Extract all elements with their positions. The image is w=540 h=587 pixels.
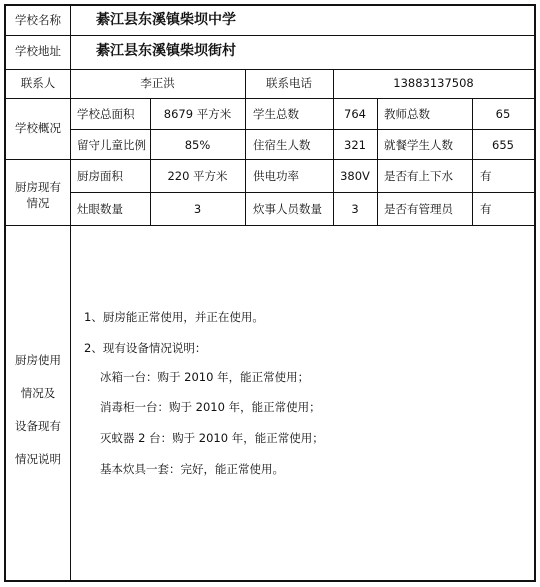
school-name-value: 綦江县东溪镇柴坝中学 — [96, 12, 236, 28]
kitchen-label-line: 厨房现有 — [15, 180, 61, 194]
kitchen-stoves-value: 3 — [193, 202, 202, 216]
usage-label — [6, 344, 70, 476]
col-divider — [245, 69, 246, 225]
usage-line: 1、厨房能正常使用，并正在使用。 — [84, 310, 264, 324]
contact-phone: 13883137508 — [393, 76, 474, 90]
overview-left-behind-label: 留守儿童比例 — [77, 138, 146, 152]
row-divider — [6, 35, 534, 36]
col-divider — [377, 98, 378, 225]
kitchen-label — [6, 180, 70, 211]
overview-boarders-label: 住宿生人数 — [253, 138, 311, 152]
overview-students-label: 学生总数 — [253, 107, 299, 121]
kitchen-manager-label: 是否有管理员 — [384, 202, 453, 216]
usage-line: 冰箱一台：购于 2010 年，能正常使用； — [100, 370, 310, 384]
row-divider — [70, 129, 534, 130]
contact-label: 联系人 — [20, 76, 56, 90]
kitchen-area-value: 220 平方米 — [167, 169, 228, 183]
overview-diners-label: 就餐学生人数 — [384, 138, 453, 152]
kitchen-power-label: 供电功率 — [253, 169, 299, 183]
overview-teachers-label: 教师总数 — [384, 107, 430, 121]
row-divider — [6, 159, 534, 160]
overview-teachers-value: 65 — [495, 107, 511, 121]
row-divider — [6, 225, 534, 226]
kitchen-water-label: 是否有上下水 — [384, 169, 453, 183]
kitchen-cooks-label: 炊事人员数量 — [253, 202, 322, 216]
usage-line: 消毒柜一台：购于 2010 年，能正常使用； — [100, 400, 321, 414]
school-info-form — [4, 4, 536, 582]
usage-label-line: 设备现有 — [15, 419, 61, 433]
overview-label: 学校概况 — [15, 121, 61, 135]
usage-label-line: 情况说明 — [15, 452, 61, 466]
usage-line: 灭蚊器 2 台：购于 2010 年，能正常使用； — [100, 431, 324, 445]
school-address-value: 綦江县东溪镇柴坝街村 — [96, 43, 236, 59]
overview-diners-value: 655 — [492, 138, 514, 152]
kitchen-cooks-value: 3 — [351, 202, 359, 216]
col-divider — [70, 6, 71, 580]
kitchen-area-label: 厨房面积 — [77, 169, 123, 183]
row-divider — [6, 98, 534, 99]
kitchen-water-value: 有 — [480, 169, 492, 183]
kitchen-label-line: 情况 — [26, 195, 50, 210]
contact-name: 李正洪 — [140, 76, 175, 90]
usage-line: 2、现有设备情况说明： — [84, 341, 207, 355]
school-address-label: 学校地址 — [15, 44, 61, 58]
overview-area-value: 8679 平方米 — [163, 107, 232, 121]
overview-students-value: 764 — [344, 107, 366, 121]
usage-label-line: 厨房使用 — [15, 353, 61, 367]
overview-left-behind-value: 85% — [184, 138, 211, 152]
usage-line: 基本炊具一套：完好，能正常使用。 — [100, 462, 284, 476]
usage-label-line: 情况及 — [20, 386, 56, 400]
overview-area-label: 学校总面积 — [77, 107, 135, 121]
kitchen-stoves-label: 灶眼数量 — [77, 202, 123, 216]
row-divider — [6, 69, 534, 70]
kitchen-manager-value: 有 — [480, 202, 492, 216]
contact-phone-label: 联系电话 — [266, 76, 312, 90]
overview-boarders-value: 321 — [344, 138, 366, 152]
row-divider — [70, 192, 534, 193]
school-name-label: 学校名称 — [15, 13, 61, 27]
kitchen-power-value: 380V — [340, 169, 370, 183]
